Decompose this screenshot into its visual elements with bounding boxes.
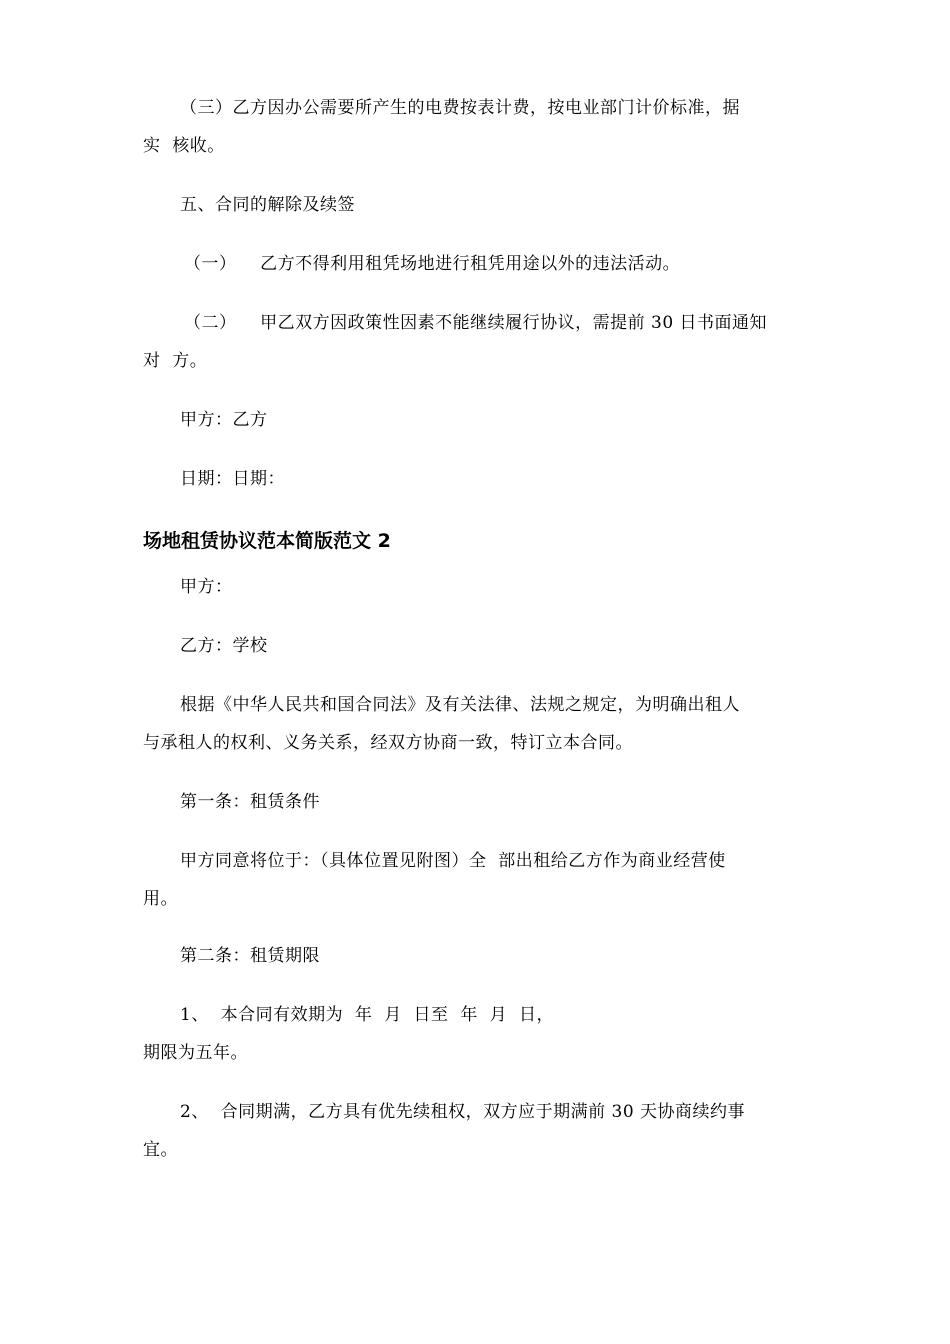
intro-line1: 根据《中华人民共和国合同法》及有关法律、法规之规定，为明确出租人 bbox=[180, 695, 740, 715]
paragraph-electricity-line2: 实 核收。 bbox=[143, 136, 225, 156]
term-one-line2: 期限为五年。 bbox=[143, 1043, 248, 1063]
article-one-body-line2: 用。 bbox=[143, 889, 178, 909]
clause-one: （一） 乙方不得利用租凭场地进行租凭用途以外的违法活动。 bbox=[184, 254, 681, 274]
term-one-line1: 1、 本合同有效期为 年 月 日至 年 月 日， bbox=[180, 1005, 554, 1025]
paragraph-electricity-line1: （三）乙方因办公需要所产生的电费按表计费，按电业部门计价标准，据 bbox=[180, 98, 740, 118]
article-two-title: 第二条：租赁期限 bbox=[180, 946, 320, 966]
intro-line2: 与承租人的权利、义务关系，经双方协商一致，特订立本合同。 bbox=[143, 733, 633, 753]
term-two-line1: 2、 合同期满，乙方具有优先续租权，双方应于期满前 30 天协商续约事 bbox=[180, 1102, 746, 1122]
clause-two-line2: 对 方。 bbox=[143, 351, 208, 371]
party-b: 乙方：学校 bbox=[180, 636, 268, 656]
article-one-title: 第一条：租赁条件 bbox=[180, 792, 320, 812]
dates-signature: 日期：日期： bbox=[180, 469, 285, 489]
article-one-body-line1: 甲方同意将位于：（具体位置见附图）全 部出租给乙方作为商业经营使 bbox=[180, 851, 726, 871]
clause-two-line1: （二） 甲乙双方因政策性因素不能继续履行协议，需提前 30 日书面通知 bbox=[184, 313, 768, 333]
section-five-title: 五、合同的解除及续签 bbox=[180, 195, 355, 215]
term-two-line2: 宜。 bbox=[143, 1140, 178, 1160]
section-heading: 场地租赁协议范本简版范文 2 bbox=[143, 530, 391, 552]
party-a: 甲方： bbox=[180, 577, 233, 597]
parties-signature: 甲方：乙方 bbox=[180, 410, 268, 430]
